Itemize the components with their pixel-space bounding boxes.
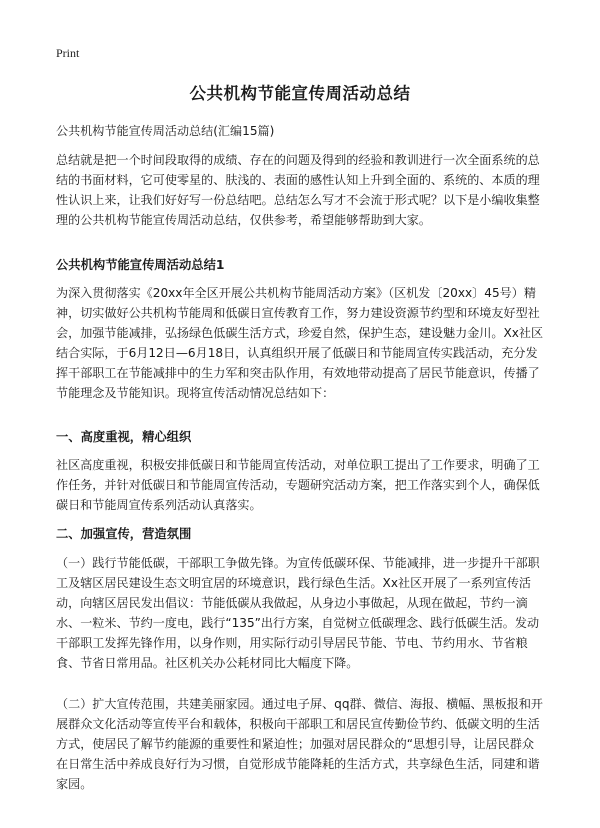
body-paragraph: 为深入贯彻落实《20xx年全区开展公共机构节能周活动方案》（区机发〔20xx〕45号）精神，切实做好公共机构节能周和低碳日宣传教育工作，努力建设资源节约型和环境友好型社会，加强节能减排，弘扬绿色低碳生活方式，珍爱自然，保护生态，建设魅力金川。Xx社区结合实际，于6月12日—6月18日，认真组织开展了低碳日和节能周宣传实践活动，充分发挥干部职工在节能减排中的生力军和突击队作用，有效地带动提高了居民节能意识，传播了节能理念及节能知识。现将宣传活动情况总结如下： xyxy=(56,286,544,400)
section-heading: 二、加强宣传，营造氛围 xyxy=(56,527,192,541)
section-title: 公共机构节能宣传周活动总结1 xyxy=(56,258,225,272)
section-heading: 一、高度重视，精心组织 xyxy=(56,430,192,444)
intro-paragraph: 总结就是把一个时间段取得的成绩、存在的问题及得到的经验和教训进行一次全面系统的总结的书面材料，它可使零星的、肤浅的、表面的感性认知上升到全面的、系统的、本质的理性认识上来，让我们好好写一份总结吧。总结怎么写才不会流于形式呢？以下是小编收集整理的公共机构节能宣传周活动总结，仅供参考，希望能够帮助到大家。 xyxy=(56,153,540,227)
body-paragraph: （二）扩大宣传范围，共建美丽家园。通过电子屏、qq群、微信、海报、横幅、黑板报和开展群众文化活动等宣传平台和载体，积极向干部职工和居民宣传勤俭节约、低碳文明的生活方式，使居民了解节约能源的重要性和紧迫性；加强对居民群众的“思想引导，让居民群众在日常生活中养成良好行为习惯，自觉形成节能降耗的生活方式，共享绿色生活，同建和谐家园。 xyxy=(56,697,544,791)
page-title: 公共机构节能宣传周活动总结 xyxy=(189,84,411,103)
body-paragraph: 社区高度重视，积极安排低碳日和节能周宣传活动，对单位职工提出了工作要求，明确了工作任务，并针对低碳日和节能周宣传活动，专题研究活动方案，把工作落实到个人，确保低碳日和节能周宣传系列活动认真落实。 xyxy=(56,458,540,512)
document-subtitle: 公共机构节能宣传周活动总结(汇编15篇) xyxy=(56,124,275,138)
body-paragraph: （一）践行节能低碳，干部职工争做先锋。为宣传低碳环保、节能减排，进一步提升干部职工及辖区居民建设生态文明宜居的环境意识，践行绿色生活。Xx社区开展了一系列宣传活动，向辖区居民发出倡议：节能低碳从我做起，从身边小事做起，从现在做起，节约一滴水、一粒米、节约一度电，践行“135”出行方案，自觉树立低碳理念、践行低碳生活。发动干部职工发挥先锋作用，以身作则，用实际行动引导居民节能、节电、节约用水、节省粮食、节省日常用品。社区机关办公耗材同比大幅度下降。 xyxy=(56,556,540,670)
print-link[interactable]: Print xyxy=(56,46,80,60)
